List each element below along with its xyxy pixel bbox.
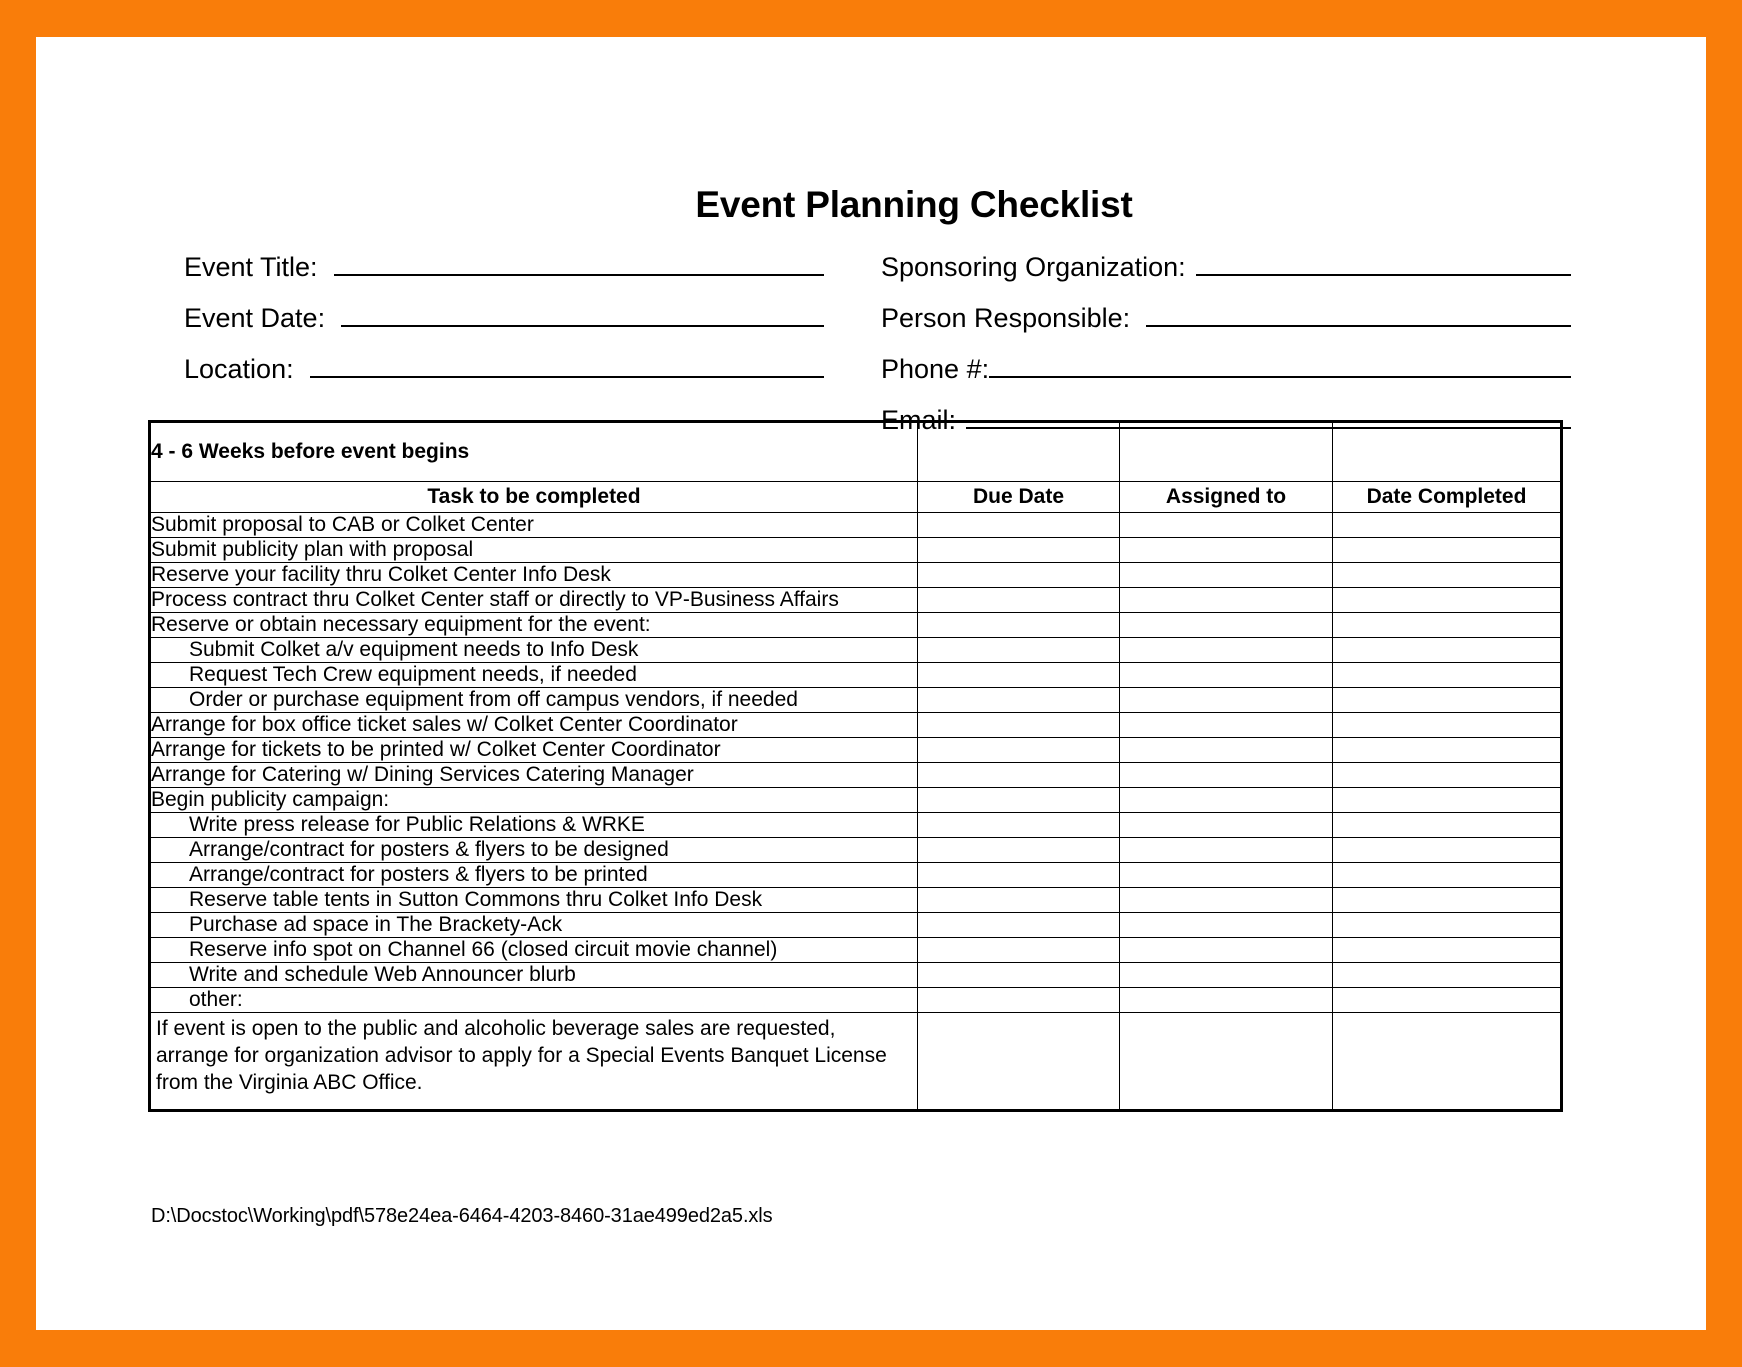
date-completed-cell[interactable] bbox=[1333, 738, 1562, 763]
field-label-person-responsible: Person Responsible: bbox=[881, 303, 1131, 333]
field-label-phone: Phone #: bbox=[881, 354, 990, 384]
checklist-table-body bbox=[150, 422, 1562, 1111]
table-row bbox=[150, 638, 1562, 663]
table-row bbox=[150, 988, 1562, 1013]
field-email bbox=[881, 405, 1571, 456]
due-date-cell[interactable] bbox=[918, 513, 1120, 538]
table-row bbox=[150, 513, 1562, 538]
date-completed-cell[interactable] bbox=[1333, 538, 1562, 563]
date-completed-cell[interactable] bbox=[1333, 588, 1562, 613]
due-date-cell[interactable] bbox=[918, 838, 1120, 863]
task-label: Arrange for box office ticket sales w/ Colket Center Coordinator bbox=[150, 713, 918, 738]
assigned-to-cell[interactable] bbox=[1120, 513, 1333, 538]
field-label-event-date: Event Date: bbox=[184, 303, 326, 333]
field-input-phone[interactable] bbox=[989, 354, 1571, 378]
table-row-final-note bbox=[150, 1013, 1562, 1111]
due-date-cell[interactable] bbox=[918, 538, 1120, 563]
assigned-to-cell[interactable] bbox=[1120, 663, 1333, 688]
date-completed-cell[interactable] bbox=[1333, 963, 1562, 988]
date-completed-cell[interactable] bbox=[1333, 988, 1562, 1013]
assigned-to-cell[interactable] bbox=[1120, 1013, 1333, 1111]
page-title: Event Planning Checklist bbox=[695, 184, 1133, 225]
document-content bbox=[146, 162, 1596, 1228]
field-person-responsible bbox=[881, 303, 1571, 354]
due-date-cell[interactable] bbox=[918, 763, 1120, 788]
table-row bbox=[150, 663, 1562, 688]
date-completed-cell[interactable] bbox=[1333, 788, 1562, 813]
field-phone bbox=[881, 354, 1571, 405]
due-date-cell[interactable] bbox=[918, 938, 1120, 963]
section-title: 4 - 6 Weeks before event begins bbox=[150, 422, 918, 482]
assigned-to-cell[interactable] bbox=[1120, 963, 1333, 988]
task-label: Submit publicity plan with proposal bbox=[150, 538, 918, 563]
due-date-cell[interactable] bbox=[918, 913, 1120, 938]
assigned-to-cell[interactable] bbox=[1120, 813, 1333, 838]
checklist-table bbox=[148, 420, 1563, 1112]
date-completed-cell[interactable] bbox=[1333, 913, 1562, 938]
task-label: Write press release for Public Relations & WRKE bbox=[150, 813, 918, 838]
field-input-person-responsible[interactable] bbox=[1146, 303, 1571, 327]
date-completed-cell[interactable] bbox=[1333, 713, 1562, 738]
field-label-email: Email: bbox=[881, 405, 957, 435]
task-label: Purchase ad space in The Brackety-Ack bbox=[150, 913, 918, 938]
task-label: Reserve info spot on Channel 66 (closed circuit movie channel) bbox=[150, 938, 918, 963]
column-header-date-completed: Date Completed bbox=[1333, 482, 1562, 513]
assigned-to-cell[interactable] bbox=[1120, 988, 1333, 1013]
due-date-cell[interactable] bbox=[918, 688, 1120, 713]
table-row bbox=[150, 738, 1562, 763]
task-label: Reserve table tents in Sutton Commons thru Colket Info Desk bbox=[150, 888, 918, 913]
table-row bbox=[150, 713, 1562, 738]
date-completed-cell[interactable] bbox=[1333, 513, 1562, 538]
table-row bbox=[150, 588, 1562, 613]
due-date-cell[interactable] bbox=[918, 1013, 1120, 1111]
column-header-assigned-to: Assigned to bbox=[1120, 482, 1333, 513]
assigned-to-cell[interactable] bbox=[1120, 863, 1333, 888]
task-label: Submit proposal to CAB or Colket Center bbox=[150, 513, 918, 538]
column-header-row bbox=[150, 482, 1562, 513]
header-fields-right-column bbox=[881, 252, 1571, 456]
assigned-to-cell[interactable] bbox=[1120, 713, 1333, 738]
date-completed-cell[interactable] bbox=[1333, 663, 1562, 688]
assigned-to-cell[interactable] bbox=[1120, 563, 1333, 588]
task-label: Arrange/contract for posters & flyers to be designed bbox=[150, 838, 918, 863]
due-date-cell[interactable] bbox=[918, 663, 1120, 688]
table-row bbox=[150, 688, 1562, 713]
task-label: Reserve your facility thru Colket Center Info Desk bbox=[150, 563, 918, 588]
task-label: Arrange for tickets to be printed w/ Colket Center Coordinator bbox=[150, 738, 918, 763]
header-fields bbox=[146, 252, 1596, 435]
date-completed-cell[interactable] bbox=[1333, 563, 1562, 588]
due-date-cell[interactable] bbox=[918, 613, 1120, 638]
field-sponsoring-organization bbox=[881, 252, 1571, 303]
footer-file-path: D:\Docstoc\Working\pdf\578e24ea-6464-4203-8460-31ae499ed2a5.xls bbox=[151, 1205, 773, 1227]
table-row bbox=[150, 963, 1562, 988]
table-row bbox=[150, 813, 1562, 838]
due-date-cell[interactable] bbox=[918, 963, 1120, 988]
task-label: Request Tech Crew equipment needs, if needed bbox=[150, 663, 918, 688]
task-label: Arrange/contract for posters & flyers to be printed bbox=[150, 863, 918, 888]
assigned-to-cell[interactable] bbox=[1120, 763, 1333, 788]
column-header-task: Task to be completed bbox=[150, 482, 918, 513]
due-date-cell[interactable] bbox=[918, 813, 1120, 838]
task-label: Write and schedule Web Announcer blurb bbox=[150, 963, 918, 988]
task-label: other: bbox=[150, 988, 918, 1013]
date-completed-cell[interactable] bbox=[1333, 888, 1562, 913]
assigned-to-cell[interactable] bbox=[1120, 538, 1333, 563]
table-row bbox=[150, 863, 1562, 888]
date-completed-cell[interactable] bbox=[1333, 938, 1562, 963]
table-row bbox=[150, 763, 1562, 788]
task-label: Reserve or obtain necessary equipment for the event: bbox=[150, 613, 918, 638]
table-row bbox=[150, 788, 1562, 813]
column-header-due-date: Due Date bbox=[918, 482, 1120, 513]
assigned-to-cell[interactable] bbox=[1120, 588, 1333, 613]
field-location bbox=[184, 354, 824, 405]
assigned-to-cell[interactable] bbox=[1120, 913, 1333, 938]
table-row bbox=[150, 913, 1562, 938]
task-label: Begin publicity campaign: bbox=[150, 788, 918, 813]
table-row bbox=[150, 838, 1562, 863]
table-row bbox=[150, 938, 1562, 963]
assigned-to-cell[interactable] bbox=[1120, 738, 1333, 763]
date-completed-cell[interactable] bbox=[1333, 813, 1562, 838]
due-date-cell[interactable] bbox=[918, 588, 1120, 613]
due-date-cell[interactable] bbox=[918, 738, 1120, 763]
assigned-to-cell[interactable] bbox=[1120, 838, 1333, 863]
field-input-event-date[interactable] bbox=[341, 303, 824, 327]
assigned-to-cell[interactable] bbox=[1120, 938, 1333, 963]
due-date-cell[interactable] bbox=[918, 888, 1120, 913]
assigned-to-cell[interactable] bbox=[1120, 888, 1333, 913]
table-row bbox=[150, 613, 1562, 638]
task-label: Arrange for Catering w/ Dining Services Catering Manager bbox=[150, 763, 918, 788]
task-label-final-note: If event is open to the public and alcoholic beverage sales are requested, arrange for organization advisor to apply for a Special Events Banquet License from the Virginia ABC Office. bbox=[150, 1013, 918, 1111]
due-date-cell[interactable] bbox=[918, 563, 1120, 588]
date-completed-cell[interactable] bbox=[1333, 763, 1562, 788]
field-input-event-title[interactable] bbox=[334, 252, 824, 276]
field-event-title bbox=[184, 252, 824, 303]
field-label-location: Location: bbox=[184, 354, 294, 384]
field-input-sponsoring-organization[interactable] bbox=[1196, 252, 1571, 276]
date-completed-cell[interactable] bbox=[1333, 1013, 1562, 1111]
table-row bbox=[150, 563, 1562, 588]
assigned-to-cell[interactable] bbox=[1120, 613, 1333, 638]
field-input-email[interactable] bbox=[966, 405, 1571, 429]
date-completed-cell[interactable] bbox=[1333, 688, 1562, 713]
table-row bbox=[150, 888, 1562, 913]
date-completed-cell[interactable] bbox=[1333, 613, 1562, 638]
field-label-event-title: Event Title: bbox=[184, 252, 318, 282]
task-label: Order or purchase equipment from off campus vendors, if needed bbox=[150, 688, 918, 713]
due-date-cell[interactable] bbox=[918, 988, 1120, 1013]
field-event-date bbox=[184, 303, 824, 354]
field-input-location[interactable] bbox=[310, 354, 824, 378]
document-sheet bbox=[36, 37, 1706, 1330]
date-completed-cell[interactable] bbox=[1333, 838, 1562, 863]
date-completed-cell[interactable] bbox=[1333, 863, 1562, 888]
assigned-to-cell[interactable] bbox=[1120, 688, 1333, 713]
field-label-sponsoring-organization: Sponsoring Organization: bbox=[881, 252, 1186, 282]
task-label: Process contract thru Colket Center staff or directly to VP-Business Affairs bbox=[150, 588, 918, 613]
due-date-cell[interactable] bbox=[918, 863, 1120, 888]
due-date-cell[interactable] bbox=[918, 788, 1120, 813]
assigned-to-cell[interactable] bbox=[1120, 638, 1333, 663]
date-completed-cell[interactable] bbox=[1333, 638, 1562, 663]
table-row bbox=[150, 538, 1562, 563]
due-date-cell[interactable] bbox=[918, 638, 1120, 663]
assigned-to-cell[interactable] bbox=[1120, 788, 1333, 813]
header-fields-left-column bbox=[184, 252, 824, 405]
due-date-cell[interactable] bbox=[918, 713, 1120, 738]
task-label: Submit Colket a/v equipment needs to Info Desk bbox=[150, 638, 918, 663]
